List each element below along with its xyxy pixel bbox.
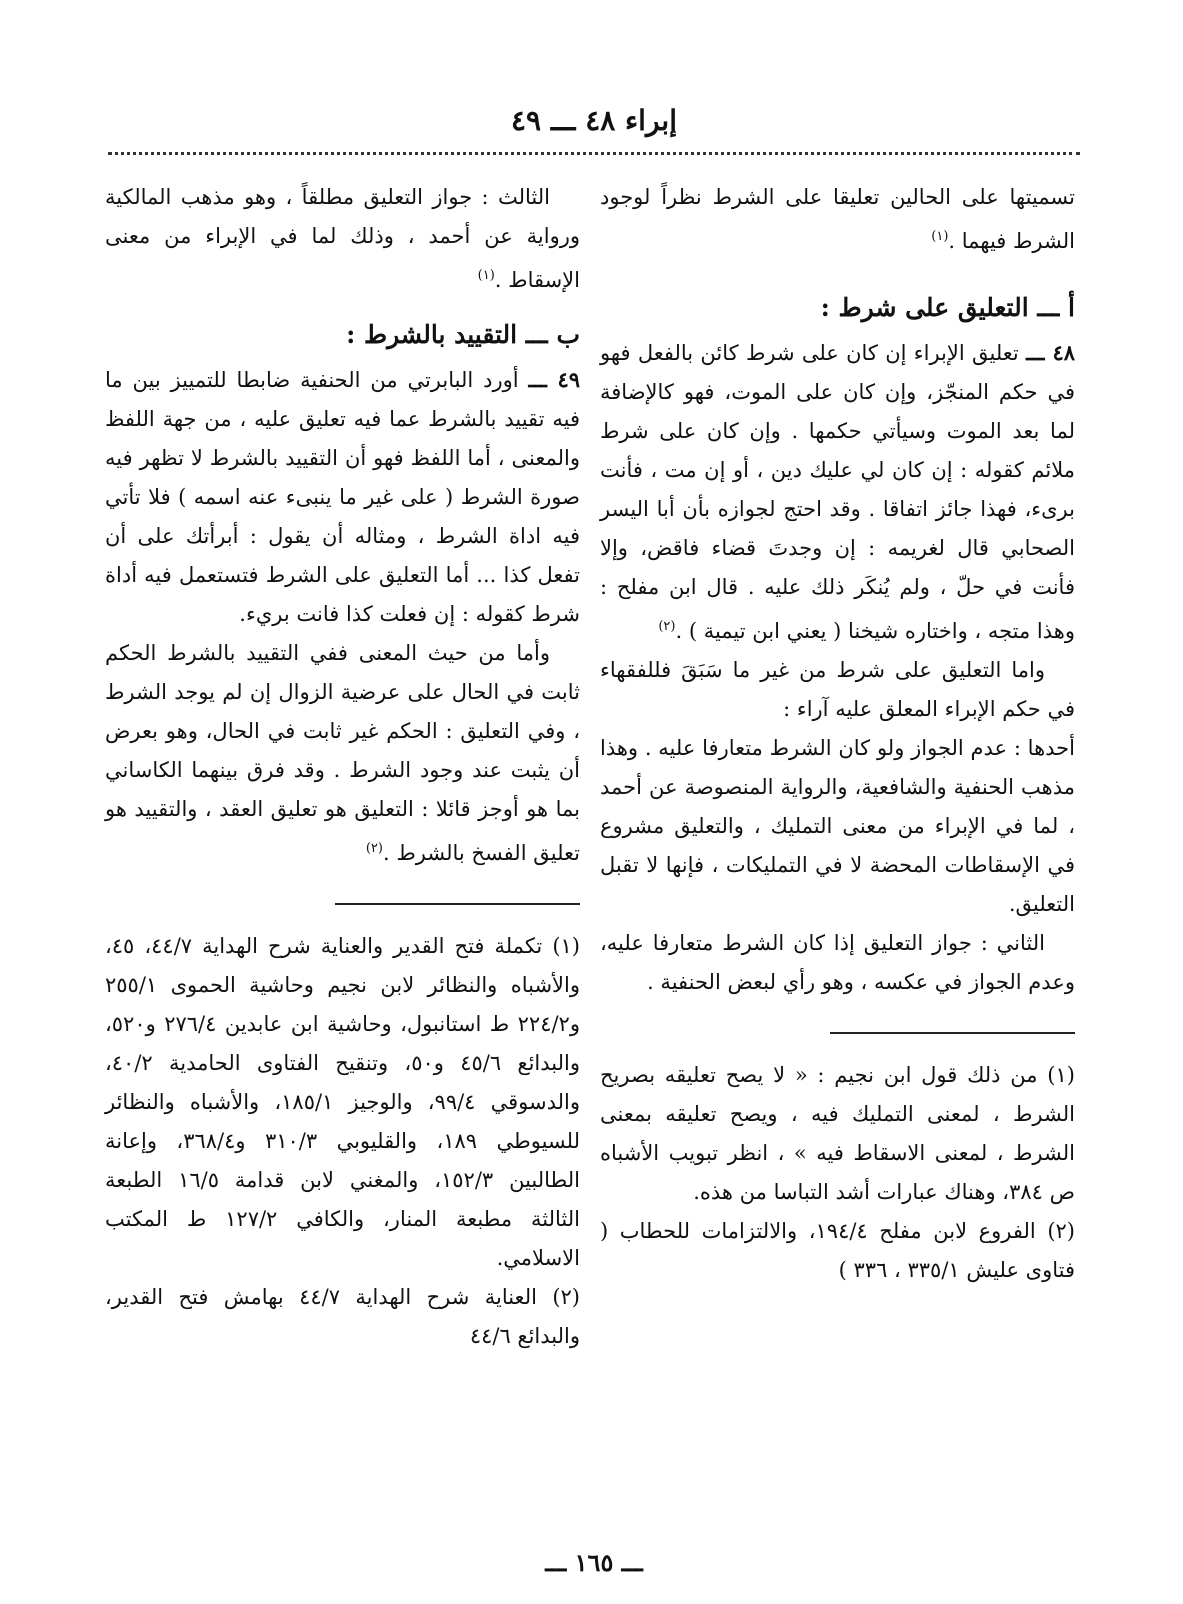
section-heading-b: ب ـــ التقييد بالشرط : xyxy=(346,320,580,349)
paragraph-opinion-1: أحدها : عدم الجواز ولو كان الشرط متعارفا عليه . وهذا مذهب الحنفية والشافعية، والرواية المنصوصة عن أحمد ، لما في الإبراء من معنى التمليك ، والتعليق مشروع في الإسقاطات المحضة لا في التمليكات ، فإنها لا تقبل التعليق. xyxy=(600,736,1075,916)
header-divider xyxy=(108,152,1080,155)
footnote-ref: (٢) xyxy=(658,619,676,634)
left-column xyxy=(105,178,580,1356)
footnote: (١) من ذلك قول ابن نجيم : « لا يصح تعليقه بصريح الشرط ، لمعنى التمليك فيه ، ويصح تعليقه بمعنى الشرط ، لمعنى الاسقاط فيه » ، انظر تبويب الأشباه ص ٣٨٤، وهناك عبارات أشد التباسا من هذه. xyxy=(600,1063,1075,1204)
footnote-ref: (٢) xyxy=(365,841,383,856)
intro-paragraph: تسميتها على الحالين تعليقا على الشرط نظراً لوجود الشرط فيهما .$^{(١)}$ xyxy=(600,185,1075,253)
page-number: ـــ ١٦٥ ـــ xyxy=(545,1548,643,1577)
paragraph-49: ٤٩ ـــ أورد البابرتي من الحنفية ضابطا للتمييز بين ما فيه تقييد بالشرط عما فيه تعليق عليه ، من جهة اللفظ والمعنى ، أما اللفظ فهو أن التقييد بالشرط لا تظهر فيه صورة الشرط ( على غير ما ينبىء عنه اسمه ) فلا تأتي فيه اداة الشرط ، ومثاله أن يقول : أبرأتك على أن تفعل كذا ... أما التعليق على الشرط فتستعمل فيه أداة شرط كقوله : إن فعلت كذا فانت بريء. xyxy=(105,367,580,626)
paragraph-48: ٤٨ ـــ تعليق الإبراء إن كان على شرط كائن بالفعل فهو في حكم المنجّز، وإن كان على الموت، فهو كالإضافة لما بعد الموت وسيأتي حكمها . وإن كان على شرط ملائم كقوله : إن كان لي عليك دين ، أو إن مت ، فأنت برىء، فهذا جائز اتفاقا . وقد احتج لجوازه بأن أبا اليسر الصحابي قال لغريمه : إن وجدتَ قضاء فاقض، وإلا فأنت في حلّ ، ولم يُنكَر ذلك عليه . قال ابن مفلح : وهذا متجه ، واختاره شيخنا ( يعني ابن تيمية ) .$^{(٢)}$ xyxy=(600,340,1076,643)
footnote-rule xyxy=(830,1032,1075,1034)
footnote-ref: (١) xyxy=(477,268,495,283)
paragraph-number: ٤٩ ـــ xyxy=(528,367,580,392)
right-column xyxy=(600,178,1075,1290)
paragraph-opinion-2: الثاني : جواز التعليق إذا كان الشرط متعارفا عليه، وعدم الجواز في عكسه ، وهو رأي لبعض الحنفية . xyxy=(600,931,1075,994)
footnote-ref: (١) xyxy=(931,229,949,244)
page-header: إبراء ٤٨ ـــ ٤٩ xyxy=(511,104,677,137)
paragraph-opinion-3: الثالث : جواز التعليق مطلقاً ، وهو مذهب المالكية ورواية عن أحمد ، وذلك لما في الإبراء من معنى الإسقاط .$^{(١)}$ xyxy=(105,185,580,292)
footnote-rule xyxy=(335,903,580,905)
footnote: (٢) العناية شرح الهداية ٤٤/٧ بهامش فتح القدير، والبدائع ٤٤/٦ xyxy=(105,1285,580,1348)
paragraph-opinions-intro: واما التعليق على شرط من غير ما سَبَقَ فللفقهاء في حكم الإبراء المعلق عليه آراء : xyxy=(600,658,1075,721)
paragraph-number: ٤٨ ـــ xyxy=(1026,340,1076,365)
footnote: (١) تكملة فتح القدير والعناية شرح الهداية ٤٤/٧، ٤٥، والأشباه والنظائر لابن نجيم وحاشية الحموى ٢٥٥/١ و٢٢٤/٢ ط استانبول، وحاشية ابن عابدين ٢٧٦/٤ و٥٢٠، والبدائع ٤٥/٦ و٥٠، وتنقيح الفتاوى الحامدية ٤٠/٢، والدسوقي ٩٩/٤، والوجيز ١٨٥/١، والأشباه والنظائر للسيوطي ١٨٩، والقليوبي ٣١٠/٣ و٣٦٨/٤، وإعانة الطالبين ١٥٢/٣، والمغني لابن قدامة ١٦/٥ الطبعة الثالثة مطبعة المنار، والكافي ١٢٧/٢ ط المكتب الاسلامي. xyxy=(105,934,581,1270)
section-heading-a: أ ـــ التعليق على شرط : xyxy=(820,293,1075,322)
paragraph-meaning: وأما من حيث المعنى ففي التقييد بالشرط الحكم ثابت في الحال على عرضية الزوال إن لم يوجد الشرط ، وفي التعليق : الحكم غير ثابت في الحال، وهو بعرض أن يثبت عند وجود الشرط . وقد فرق بينهما الكاساني بما هو أوجز قائلا : التعليق هو تعليق العقد ، والتقييد هو تعليق الفسخ بالشرط .$^{(٢)}$ xyxy=(105,641,580,865)
footnote: (٢) الفروع لابن مفلح ١٩٤/٤، والالتزامات للحطاب ( فتاوى عليش ٣٣٥/١ ، ٣٣٦ ) xyxy=(600,1219,1075,1282)
